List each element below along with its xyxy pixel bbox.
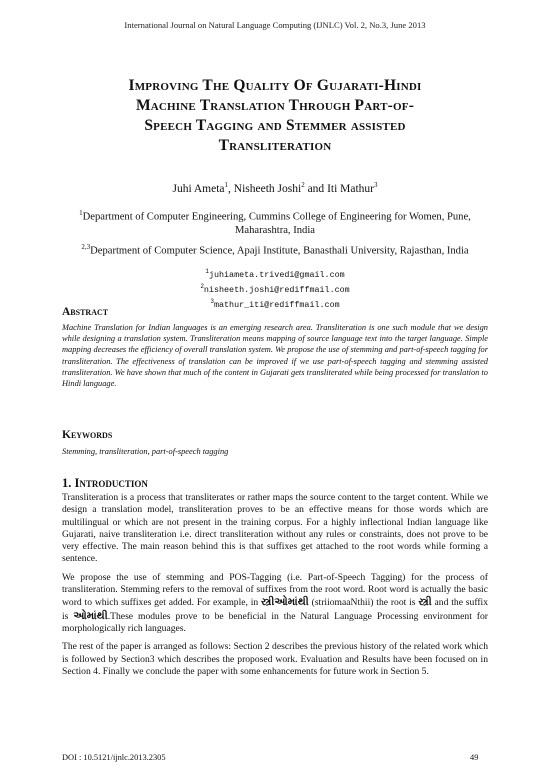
author-name: Iti Mathur [327,182,375,195]
gujarati-word: સ્ત્રીઓમાંથી [261,596,309,609]
email-line [0,281,550,296]
paragraph-text: (striiomaaNthii) the root is [308,597,419,609]
keywords-heading: Keywords [62,429,113,441]
page-number: 49 [470,753,479,762]
journal-header: International Journal on Natural Language Computing (IJNLC) Vol. 2, No.3, June 2013 [124,20,426,30]
affiliation-sup: 2,3 [81,242,91,251]
email-sup: 3 [210,297,214,305]
email-sup: 2 [200,282,204,290]
affiliation-text: Department of Computer Engineering, Cummins College of Engineering for Women, Pune, Maharashtra, India [82,211,471,236]
title-line: Speech Tagging and Stemmer assisted [144,117,406,134]
email-address[interactable]: mathur_iti@rediffmail.com [213,299,340,310]
affiliation-text: Department of Computer Science, Apaji Institute, Banasthali University, Rajasthan, India [90,245,469,257]
title-line: Machine Translation Through Part-of- [135,97,415,114]
author-sup: 1 [224,181,229,189]
gujarati-word: ઓમાંથી [73,609,108,622]
author-name: Juhi Ameta [172,182,225,195]
author-sup: 3 [374,181,378,189]
affiliation [70,241,480,258]
author-list [0,181,550,195]
email-sup: 1 [205,268,209,275]
author-sup: 2 [301,181,305,189]
paragraph-text: and the suffix is [62,597,488,622]
email-address[interactable]: nisheeth.joshi@rediffmail.com [203,284,350,295]
abstract-heading: Abstract [62,306,109,318]
intro-body [62,492,488,684]
author-separator: , [228,182,234,195]
gujarati-word: સ્ત્રી [418,596,432,609]
paragraph-text: .These modules prove to be beneficial in the Natural Language Processing environment for morphologically rich languages. [62,610,488,634]
intro-heading: 1. Introduction [62,476,148,490]
email-address[interactable]: juhiameta.trivedi@gmail.com [208,269,345,280]
affiliation [70,207,480,237]
author-separator: and [304,182,328,195]
paragraph: The rest of the paper is arranged as follows: Section 2 describes the previous history of the related work which is followed by Section3 which describes the proposed work. Evaluation and Results have been focused on in Section 4. Finally we conclude the paper with some enhancements for future work in Section 5. [62,641,488,677]
footer-doi: DOI : 10.5121/ijnlc.2013.2305 [62,753,166,762]
abstract-text: Machine Translation for Indian languages is an emerging research area. Transliteration is one such module that we design while designing a translation system. Transliteration means mapping of source language text into the target language. Simple mapping decreases the efficiency of overall translation system. We propose the use of stemming and part-of-speech tagging for transliteration. The effectiveness of translation can be improved if we use part-of-speech tagging and stemming assisted transliteration. We have shown that much of the content in Gujarati gets transliterated while being processed for translation to Hindi language. [62,323,488,389]
paper-title [60,76,490,156]
paragraph: Transliteration is a process that transliterates or rather maps the source content to the target content. While we design a translation model, transliteration proves to be an effective means for those words which are multilingual or which are not present in the training corpus. For a highly inflectional Indian language like Gujarati, naive transliteration i.e. direct transliteration without any rules or constraints, does not prove to be very effective. The main reason behind this is that suffixes get attached to the root words while forming a sentence. [62,492,488,565]
title-line: Transliteration [218,137,332,154]
keywords-text: Stemming, transliteration, part-of-speech tagging [62,447,229,456]
author-name: Nisheeth Joshi [233,182,302,195]
paragraph-text: We propose the use of stemming and POS-Tagging (i.e. Part-of-Speech Tagging) for the process of transliteration. Stemming refers to the removal of suffixes from the root word. Root word is actually the basic word to which suffixes get added. For example, in [62,571,488,609]
email-line [0,266,550,281]
affiliation-sup: 1 [79,209,83,217]
email-list [0,266,550,310]
title-line: Improving The Quality Of Gujarati-Hindi [128,77,422,94]
affiliations [70,207,480,257]
paragraph [62,572,488,635]
